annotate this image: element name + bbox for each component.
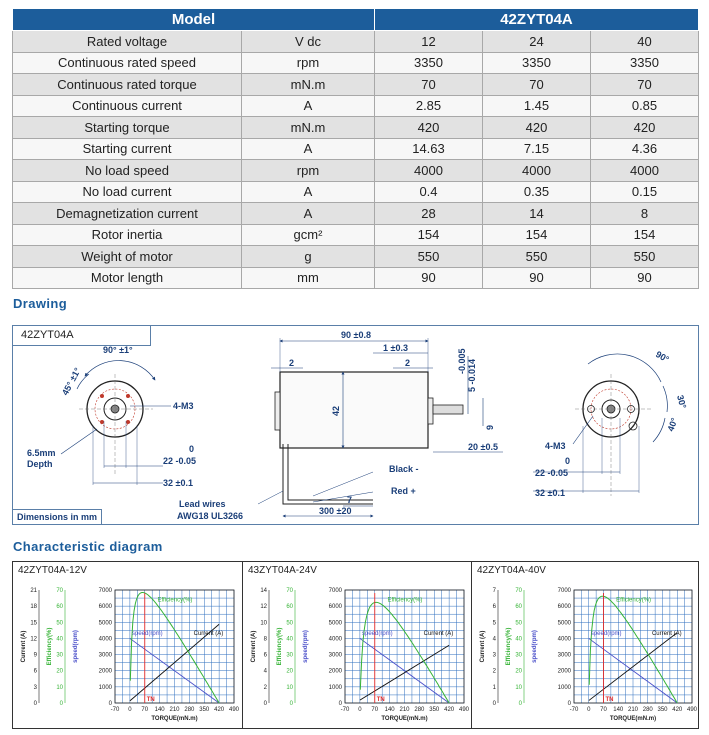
current-tick-label: 6 (33, 668, 37, 675)
x-tick-label: 210 (169, 707, 180, 713)
front-depth-text1: 6.5mm (27, 448, 56, 458)
side-7-text: 7 (347, 495, 353, 505)
value-40v-cell: 3350 (591, 52, 699, 74)
front-angle-arc (85, 361, 155, 380)
front-angle2-text: 45° ±1° (59, 366, 83, 397)
value-12v-cell: 90 (375, 267, 483, 289)
value-40v-cell: 40 (591, 31, 699, 53)
x-tick-label: 70 (141, 707, 149, 713)
current-tick-label: 0 (492, 701, 496, 707)
current-label: Current (A) (193, 631, 224, 638)
x-tick-label: 210 (627, 707, 639, 713)
param-cell: Starting current (13, 138, 242, 160)
spec-table (12, 8, 699, 289)
value-24v-cell: 1.45 (483, 95, 591, 117)
unit-cell: rpm (242, 160, 375, 182)
x-tick-label: 140 (384, 707, 395, 713)
efficiency-tick-label: 40 (286, 636, 293, 643)
efficiency-tick-label: 20 (515, 668, 522, 675)
front-depth-text2: Depth (27, 459, 53, 469)
current-tick-label: 18 (30, 604, 37, 611)
spec-row (13, 74, 699, 96)
unit-cell: A (242, 95, 375, 117)
efficiency-tick-label: 40 (515, 636, 522, 643)
x-tick-label: 0 (587, 707, 591, 713)
current-axis-title: Current (A) (251, 630, 257, 663)
current-tick-label: 15 (30, 620, 37, 627)
x-tick-label: -70 (340, 707, 350, 713)
x-tick-label: 210 (399, 707, 410, 713)
chart-title: 42ZYT04A-12V (18, 565, 87, 576)
speed-tick-label: 1000 (98, 684, 112, 691)
efficiency-axis-title: Efficiency(%) (506, 627, 512, 666)
param-cell: Motor length (13, 267, 242, 289)
spec-row (13, 267, 699, 289)
rated-torque-label: TN (605, 697, 614, 703)
unit-cell: A (242, 203, 375, 225)
spec-row (13, 160, 699, 182)
value-24v-cell: 550 (483, 246, 591, 268)
side-300-text: 300 ±20 (319, 506, 352, 516)
chart-svg (472, 562, 700, 728)
lead-spec-text: AWG18 UL3266 (177, 511, 244, 521)
current-tick-label: 14 (260, 588, 267, 594)
rated-torque-label: TN (376, 697, 385, 703)
speed-tick-label: 7000 (98, 588, 112, 594)
unit-cell: g (242, 246, 375, 268)
x-tick-label: 420 (444, 707, 455, 713)
spec-row (13, 246, 699, 268)
drawing-model-label: 42ZYT04A (13, 326, 151, 346)
unit-cell: gcm² (242, 224, 375, 246)
side-2a-text: 2 (289, 358, 295, 368)
value-12v-cell: 14.63 (375, 138, 483, 160)
spec-row (13, 224, 699, 246)
chart-svg (13, 562, 242, 728)
x-tick-label: 350 (429, 707, 440, 713)
value-24v-cell: 70 (483, 74, 591, 96)
param-cell: No load current (13, 181, 242, 203)
value-12v-cell: 154 (375, 224, 483, 246)
param-cell: Rotor inertia (13, 224, 242, 246)
efficiency-tick-label: 30 (286, 652, 293, 659)
value-24v-cell: 4000 (483, 160, 591, 182)
x-tick-label: 420 (672, 707, 683, 713)
speed-tick-label: 3000 (557, 652, 571, 659)
side-d42-text: 42 (331, 405, 341, 416)
rear-30-arc (663, 386, 667, 412)
side-len-text: 90 ±0.8 (341, 330, 371, 340)
unit-cell: A (242, 181, 375, 203)
value-40v-cell: 420 (591, 117, 699, 139)
x-tick-label: 140 (613, 707, 624, 713)
technical-drawing (12, 325, 699, 525)
speed-tick-label: 6000 (328, 604, 342, 611)
unit-cell: A (242, 138, 375, 160)
front-d32-text: 32 ±0.1 (163, 478, 193, 488)
value-40v-cell: 154 (591, 224, 699, 246)
speed-tick-label: 2000 (98, 668, 112, 675)
spec-row (13, 95, 699, 117)
value-24v-cell: 420 (483, 117, 591, 139)
side-shaft-tol: -0.005 (457, 348, 467, 374)
current-tick-label: 6 (492, 604, 496, 611)
value-12v-cell: 70 (375, 74, 483, 96)
efficiency-tick-label: 0 (289, 701, 293, 707)
x-axis-title: TORQUE(mN.m) (381, 716, 428, 722)
side-1-text: 1 ±0.3 (383, 343, 408, 353)
param-cell: Continuous rated speed (13, 52, 242, 74)
efficiency-tick-label: 10 (515, 684, 522, 691)
param-cell: Continuous rated torque (13, 74, 242, 96)
front-angle-text: 90° ±1° (103, 345, 133, 355)
speed-tick-label: 7000 (557, 588, 571, 594)
param-cell: Continuous current (13, 95, 242, 117)
spec-row (13, 203, 699, 225)
motor-body (280, 372, 428, 448)
speed-tick-label: 3000 (328, 652, 342, 659)
efficiency-axis-title: Efficiency(%) (47, 627, 53, 666)
current-tick-label: 3 (492, 652, 496, 659)
current-tick-label: 2 (263, 684, 267, 691)
value-24v-cell: 0.35 (483, 181, 591, 203)
x-tick-label: 140 (154, 707, 165, 713)
param-cell: Rated voltage (13, 31, 242, 53)
speed-tick-label: 1000 (328, 684, 342, 691)
efficiency-axis-title: Efficiency(%) (277, 627, 283, 666)
speed-axis-title: speed(rpm) (532, 630, 538, 663)
chart-panel-24v (242, 562, 471, 728)
x-tick-label: 70 (600, 707, 607, 713)
rated-torque-label: TN (146, 697, 155, 703)
value-12v-cell: 0.4 (375, 181, 483, 203)
speed-label: speed(rpm) (132, 631, 163, 638)
speed-tick-label: 2000 (557, 668, 571, 675)
efficiency-tick-label: 70 (286, 588, 293, 594)
chart-title: 43ZYT04A-24V (248, 565, 317, 576)
x-tick-label: -70 (569, 707, 579, 713)
drawing-svg (13, 326, 700, 526)
drawing-title: Drawing (13, 296, 68, 311)
rear-30-text: 30° (675, 393, 689, 410)
current-tick-label: 8 (263, 636, 267, 643)
x-axis-title: TORQUE(mN.m) (609, 716, 657, 722)
x-tick-label: 70 (371, 707, 379, 713)
value-24v-cell: 14 (483, 203, 591, 225)
unit-cell: rpm (242, 52, 375, 74)
current-tick-label: 12 (260, 604, 267, 611)
value-12v-cell: 550 (375, 246, 483, 268)
dimensions-note: Dimensions in mm (13, 509, 102, 524)
spec-header-row (13, 9, 699, 31)
value-24v-cell: 3350 (483, 52, 591, 74)
spec-row (13, 117, 699, 139)
speed-tick-label: 4000 (98, 636, 112, 643)
speed-tick-label: 0 (338, 701, 342, 707)
front-hole (126, 420, 130, 424)
value-12v-cell: 420 (375, 117, 483, 139)
efficiency-label: Efficiency(%) (157, 597, 193, 604)
efficiency-tick-label: 40 (56, 636, 63, 643)
chart-panel-40v (471, 562, 699, 728)
value-40v-cell: 90 (591, 267, 699, 289)
front-hole (126, 394, 130, 398)
efficiency-tick-label: 0 (59, 701, 63, 707)
efficiency-label: Efficiency(%) (387, 597, 423, 604)
speed-tick-label: 7000 (328, 588, 342, 594)
efficiency-label: Efficiency(%) (616, 597, 652, 604)
spec-row (13, 31, 699, 53)
current-label: Current (A) (651, 631, 682, 638)
speed-tick-label: 2000 (328, 668, 342, 675)
front-d22-tol: 0 (189, 444, 195, 454)
current-tick-label: 0 (33, 701, 37, 707)
characteristic-title: Characteristic diagram (13, 539, 163, 554)
side-d9-text: 9 (485, 424, 495, 430)
chart-svg (243, 562, 472, 728)
efficiency-tick-label: 50 (515, 620, 522, 627)
value-40v-cell: 8 (591, 203, 699, 225)
current-tick-label: 1 (492, 684, 496, 691)
chart-title: 42ZYT04A-40V (477, 565, 546, 576)
value-24v-cell: 24 (483, 31, 591, 53)
spec-body (13, 31, 699, 289)
speed-tick-label: 0 (567, 701, 571, 707)
value-12v-cell: 4000 (375, 160, 483, 182)
side-20-text: 20 ±0.5 (468, 442, 498, 452)
param-cell: No load speed (13, 160, 242, 182)
unit-cell: mN.m (242, 117, 375, 139)
efficiency-tick-label: 60 (56, 604, 63, 611)
black-leader (313, 472, 373, 496)
param-cell: Weight of motor (13, 246, 242, 268)
motor-flange (428, 398, 433, 424)
lead-wires-text: Lead wires (179, 499, 226, 509)
spec-row (13, 181, 699, 203)
header-model-name: 42ZYT04A (375, 9, 699, 31)
speed-axis-title: speed(rpm) (303, 630, 309, 663)
current-tick-label: 2 (492, 668, 496, 675)
header-model-label: Model (13, 9, 375, 31)
front-hole (100, 394, 104, 398)
spec-row (13, 52, 699, 74)
value-24v-cell: 154 (483, 224, 591, 246)
red-wire-text: Red + (391, 486, 416, 496)
value-24v-cell: 90 (483, 267, 591, 289)
speed-tick-label: 5000 (328, 620, 342, 627)
current-tick-label: 0 (263, 701, 267, 707)
efficiency-tick-label: 10 (56, 684, 63, 691)
x-tick-label: 490 (228, 707, 240, 713)
rear-d32-text: 32 ±0.1 (535, 488, 565, 498)
current-tick-label: 3 (33, 684, 37, 691)
x-tick-label: 350 (657, 707, 668, 713)
value-12v-cell: 3350 (375, 52, 483, 74)
x-tick-label: -70 (110, 707, 120, 713)
unit-cell: V dc (242, 31, 375, 53)
front-d22-text: 22 -0.05 (163, 456, 197, 466)
speed-tick-label: 6000 (557, 604, 571, 611)
value-40v-cell: 4000 (591, 160, 699, 182)
current-tick-label: 9 (33, 652, 37, 659)
rear-90-arc (588, 354, 661, 382)
spec-row (13, 138, 699, 160)
current-tick-label: 7 (492, 588, 496, 594)
value-40v-cell: 550 (591, 246, 699, 268)
param-cell: Demagnetization current (13, 203, 242, 225)
value-12v-cell: 28 (375, 203, 483, 225)
characteristic-charts (12, 561, 699, 729)
current-axis-title: Current (A) (21, 630, 27, 663)
speed-tick-label: 4000 (557, 636, 571, 643)
value-40v-cell: 0.85 (591, 95, 699, 117)
value-24v-cell: 7.15 (483, 138, 591, 160)
x-tick-label: 420 (214, 707, 225, 713)
speed-tick-label: 4000 (328, 636, 342, 643)
unit-cell: mm (242, 267, 375, 289)
x-axis-title: TORQUE(mN.m) (151, 716, 198, 722)
side-shaft-text: 5 -0.014 (467, 358, 477, 392)
rear-90-text: 90° (654, 349, 671, 365)
rear-40-arc (653, 418, 665, 442)
speed-label: speed(rpm) (590, 631, 622, 638)
x-tick-label: 490 (686, 707, 698, 713)
speed-tick-label: 6000 (98, 604, 112, 611)
rear-cap (275, 392, 280, 430)
current-tick-label: 5 (492, 620, 496, 627)
rear-40-text: 40° (665, 416, 680, 433)
speed-tick-label: 3000 (98, 652, 112, 659)
rear-d22-text: 22 -0.05 (535, 468, 569, 478)
x-tick-label: 350 (199, 707, 210, 713)
current-tick-label: 4 (263, 668, 267, 675)
x-tick-label: 490 (458, 707, 470, 713)
speed-axis-title: speed(rpm) (73, 630, 79, 663)
x-tick-label: 0 (128, 707, 132, 713)
speed-tick-label: 5000 (557, 620, 571, 627)
efficiency-tick-label: 30 (56, 652, 63, 659)
value-40v-cell: 0.15 (591, 181, 699, 203)
x-tick-label: 280 (184, 707, 195, 713)
rear-d22-tol: 0 (565, 456, 571, 466)
param-cell: Starting torque (13, 117, 242, 139)
efficiency-tick-label: 60 (515, 604, 522, 611)
efficiency-tick-label: 50 (286, 620, 293, 627)
efficiency-tick-label: 10 (286, 684, 293, 691)
speed-label: speed(rpm) (362, 631, 393, 638)
front-depth-leader (61, 429, 97, 454)
efficiency-tick-label: 20 (286, 668, 293, 675)
x-tick-label: 0 (358, 707, 362, 713)
unit-cell: mN.m (242, 74, 375, 96)
speed-tick-label: 0 (108, 701, 112, 707)
current-tick-label: 21 (30, 588, 37, 594)
current-axis-title: Current (A) (480, 630, 486, 663)
x-tick-label: 280 (642, 707, 653, 713)
current-tick-label: 10 (260, 620, 267, 627)
value-40v-cell: 4.36 (591, 138, 699, 160)
current-tick-label: 12 (30, 636, 37, 643)
rear-screw-text: 4-M3 (545, 441, 566, 451)
motor-shaft (433, 405, 463, 414)
efficiency-tick-label: 60 (286, 604, 293, 611)
current-tick-label: 4 (492, 636, 496, 643)
value-12v-cell: 12 (375, 31, 483, 53)
efficiency-tick-label: 20 (56, 668, 63, 675)
front-hole (100, 420, 104, 424)
efficiency-tick-label: 30 (515, 652, 522, 659)
current-tick-label: 6 (263, 652, 267, 659)
chart-panel-12v (13, 562, 242, 728)
side-2b-text: 2 (405, 358, 411, 368)
speed-tick-label: 1000 (557, 684, 571, 691)
efficiency-tick-label: 70 (56, 588, 63, 594)
speed-tick-label: 5000 (98, 620, 112, 627)
front-screw-text: 4-M3 (173, 401, 194, 411)
efficiency-tick-label: 0 (518, 701, 522, 707)
lead-wire (288, 444, 373, 500)
black-wire-text: Black - (389, 464, 419, 474)
lead-leader (258, 491, 283, 504)
current-label: Current (A) (423, 631, 454, 638)
value-40v-cell: 70 (591, 74, 699, 96)
efficiency-tick-label: 70 (515, 588, 522, 594)
efficiency-tick-label: 50 (56, 620, 63, 627)
value-12v-cell: 2.85 (375, 95, 483, 117)
x-tick-label: 280 (414, 707, 425, 713)
lead-wire (283, 444, 373, 504)
